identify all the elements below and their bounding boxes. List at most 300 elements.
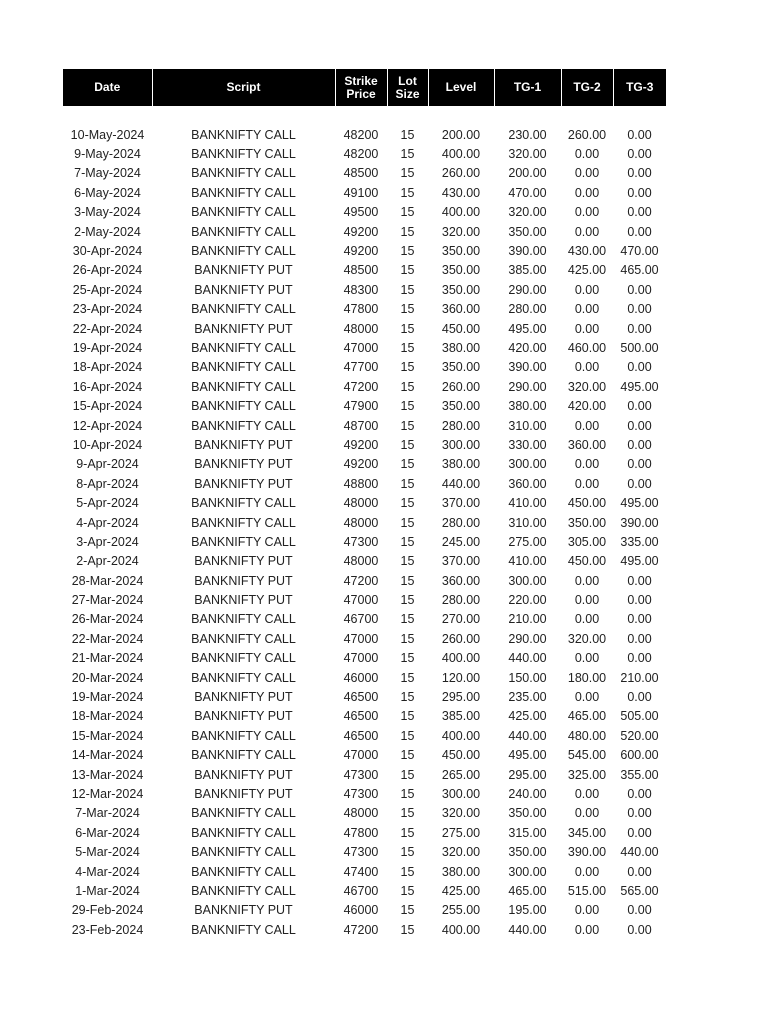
table-body [63,106,666,939]
tg2-cell: 350.00 [567,515,607,530]
lot-size-cell: 15 [400,360,415,375]
lot-size-cell: 15 [400,883,415,898]
strike-price-cell: 46700 [343,883,379,898]
date-cell: 3-May-2024 [74,205,141,220]
level-cell: 450.00 [441,321,481,336]
tg1-cell: 320.00 [508,147,547,162]
lot-size-cell: 15 [400,903,415,918]
header-lot-size-label: Lot Size [395,73,420,101]
table-row [63,241,666,260]
script-cell: BANKNIFTY PUT [194,554,293,569]
tg1-cell: 195.00 [508,903,547,918]
tg1-cell: 300.00 [508,573,547,588]
tg3-cell: 0.00 [627,185,652,200]
tg3-cell: 495.00 [620,379,659,394]
level-cell: 280.00 [441,418,481,433]
lot-size-cell: 15 [400,418,415,433]
level-cell: 400.00 [441,922,481,937]
date-cell: 2-May-2024 [74,224,141,239]
tg2-cell: 0.00 [574,302,600,317]
tg3-cell: 0.00 [627,612,652,627]
tg2-cell: 0.00 [574,476,600,491]
tg2-cell: 0.00 [574,922,600,937]
script-cell: BANKNIFTY CALL [191,631,296,646]
header-strike-price-label: Strike Price [344,73,378,101]
strike-price-cell: 47800 [343,825,379,840]
lot-size-cell: 15 [400,690,415,705]
table-header [63,69,666,106]
tg2-cell: 425.00 [567,263,607,278]
tg2-cell: 0.00 [574,185,600,200]
tg2-cell: 305.00 [567,534,607,549]
tg3-cell: 0.00 [627,690,652,705]
tg3-cell: 0.00 [627,903,652,918]
tg2-cell: 345.00 [567,825,607,840]
tg1-cell: 290.00 [508,631,547,646]
lot-size-cell: 15 [400,224,415,239]
tg3-cell: 390.00 [620,515,659,530]
table-row [63,765,666,784]
script-cell: BANKNIFTY PUT [194,786,293,801]
date-cell: 19-Apr-2024 [72,340,143,355]
level-cell: 370.00 [441,496,481,511]
tg2-cell: 180.00 [567,670,607,685]
tg1-cell: 425.00 [508,709,547,724]
tg3-cell: 0.00 [627,786,652,801]
level-cell: 370.00 [441,554,481,569]
strike-price-cell: 47000 [343,631,379,646]
script-cell: BANKNIFTY PUT [194,690,293,705]
script-cell: BANKNIFTY CALL [191,748,296,763]
date-cell: 18-Apr-2024 [72,360,143,375]
tg1-cell: 150.00 [508,670,547,685]
level-cell: 425.00 [441,883,481,898]
tg3-cell: 0.00 [627,922,652,937]
level-cell: 260.00 [441,166,481,181]
level-cell: 380.00 [441,864,481,879]
date-cell: 26-Apr-2024 [72,263,143,278]
level-cell: 120.00 [441,670,481,685]
tg2-cell: 390.00 [567,845,607,860]
table-row [63,668,666,687]
tg3-cell: 520.00 [620,728,659,743]
lot-size-cell: 15 [400,302,415,317]
lot-size-cell: 15 [400,670,415,685]
header-tg3: TG-3 [613,69,666,106]
tg1-cell: 320.00 [508,205,547,220]
level-cell: 200.00 [441,127,481,142]
date-cell: 10-May-2024 [70,127,145,142]
tg2-cell: 465.00 [567,709,607,724]
level-cell: 265.00 [441,767,481,782]
script-cell: BANKNIFTY CALL [191,379,296,394]
level-cell: 350.00 [441,282,481,297]
lot-size-cell: 15 [400,748,415,763]
tg1-cell: 410.00 [508,554,547,569]
level-cell: 320.00 [441,806,481,821]
date-cell: 6-Mar-2024 [75,825,140,840]
strike-price-cell: 49500 [343,205,379,220]
script-cell: BANKNIFTY PUT [194,263,293,278]
table-row [63,513,666,532]
tg2-cell: 325.00 [567,767,607,782]
level-cell: 270.00 [441,612,481,627]
table-row [63,590,666,609]
strike-price-cell: 48300 [343,282,379,297]
tg1-cell: 275.00 [508,534,547,549]
strike-price-cell: 47200 [343,379,379,394]
level-cell: 430.00 [441,185,481,200]
lot-size-cell: 15 [400,922,415,937]
strike-price-cell: 48000 [343,554,379,569]
strike-price-cell: 49100 [343,185,379,200]
strike-price-cell: 46700 [343,612,379,627]
tg2-cell: 0.00 [574,690,600,705]
date-cell: 15-Mar-2024 [71,728,144,743]
script-cell: BANKNIFTY CALL [191,612,296,627]
tg3-cell: 355.00 [620,767,659,782]
table-row [63,396,666,415]
script-cell: BANKNIFTY PUT [194,282,293,297]
tg2-cell: 0.00 [574,593,600,608]
strike-price-cell: 49200 [343,437,379,452]
tg1-cell: 495.00 [508,748,547,763]
lot-size-cell: 15 [400,709,415,724]
lot-size-cell: 15 [400,205,415,220]
level-cell: 275.00 [441,825,481,840]
level-cell: 360.00 [441,573,481,588]
tg2-cell: 320.00 [567,379,607,394]
tg3-cell: 0.00 [627,418,652,433]
level-cell: 300.00 [441,437,481,452]
table-row [63,823,666,842]
strike-price-cell: 48500 [343,263,379,278]
strike-price-cell: 49200 [343,224,379,239]
script-cell: BANKNIFTY CALL [191,651,296,666]
tg3-cell: 0.00 [627,205,652,220]
tg2-cell: 0.00 [574,418,600,433]
strike-price-cell: 47800 [343,302,379,317]
strike-price-cell: 47300 [343,786,379,801]
strike-price-cell: 47200 [343,573,379,588]
tg1-cell: 310.00 [508,515,547,530]
lot-size-cell: 15 [400,806,415,821]
script-cell: BANKNIFTY CALL [191,244,296,259]
tg2-cell: 0.00 [574,457,600,472]
tg2-cell: 450.00 [567,554,607,569]
table-row [63,746,666,765]
date-cell: 20-Mar-2024 [71,670,144,685]
lot-size-cell: 15 [400,593,415,608]
tg1-cell: 390.00 [508,244,547,259]
tg1-cell: 470.00 [508,185,547,200]
lot-size-cell: 15 [400,147,415,162]
table-row [63,842,666,861]
script-cell: BANKNIFTY CALL [191,806,296,821]
tg3-cell: 440.00 [620,845,659,860]
header-lot-size [387,69,428,106]
tg3-cell: 0.00 [627,302,652,317]
tg2-cell: 0.00 [574,903,600,918]
date-cell: 2-Apr-2024 [76,554,139,569]
date-cell: 5-Mar-2024 [75,845,140,860]
table-row [63,629,666,648]
tg3-cell: 0.00 [627,282,652,297]
lot-size-cell: 15 [400,185,415,200]
lot-size-cell: 15 [400,573,415,588]
header-date: Date [63,69,152,106]
script-cell: BANKNIFTY CALL [191,340,296,355]
tg3-cell: 495.00 [620,554,659,569]
table-row [63,222,666,241]
tg1-cell: 350.00 [508,845,547,860]
level-cell: 300.00 [441,786,481,801]
strike-price-cell: 46500 [343,690,379,705]
lot-size-cell: 15 [400,321,415,336]
lot-size-cell: 15 [400,612,415,627]
table-row [63,493,666,512]
tg2-cell: 0.00 [574,360,600,375]
table-row [63,474,666,493]
lot-size-cell: 15 [400,476,415,491]
level-cell: 350.00 [441,399,481,414]
strike-price-cell: 47000 [343,593,379,608]
header-tg2: TG-2 [561,69,613,106]
tg2-cell: 0.00 [574,806,600,821]
strike-price-cell: 46000 [343,903,379,918]
script-cell: BANKNIFTY CALL [191,728,296,743]
tg2-cell: 450.00 [567,496,607,511]
tg1-cell: 300.00 [508,864,547,879]
header-level: Level [428,69,494,106]
level-cell: 440.00 [441,476,481,491]
tg3-cell: 0.00 [627,437,652,452]
tg3-cell: 500.00 [620,340,659,355]
tg2-cell: 420.00 [567,399,607,414]
date-cell: 27-Mar-2024 [71,593,144,608]
script-cell: BANKNIFTY PUT [194,593,293,608]
lot-size-cell: 15 [400,437,415,452]
date-cell: 30-Apr-2024 [72,244,143,259]
level-cell: 295.00 [441,690,481,705]
tg1-cell: 440.00 [508,728,547,743]
level-cell: 385.00 [441,709,481,724]
table-row [63,649,666,668]
tg1-cell: 495.00 [508,321,547,336]
script-cell: BANKNIFTY PUT [194,476,293,491]
tg2-cell: 0.00 [574,573,600,588]
script-cell: BANKNIFTY CALL [191,670,296,685]
tg2-cell: 545.00 [567,748,607,763]
tg1-cell: 390.00 [508,360,547,375]
tg3-cell: 0.00 [627,864,652,879]
tg1-cell: 220.00 [508,593,547,608]
tg1-cell: 440.00 [508,922,547,937]
lot-size-cell: 15 [400,631,415,646]
script-cell: BANKNIFTY CALL [191,496,296,511]
level-cell: 400.00 [441,147,481,162]
date-cell: 5-Apr-2024 [76,496,139,511]
lot-size-cell: 15 [400,340,415,355]
level-cell: 260.00 [441,379,481,394]
date-cell: 15-Apr-2024 [72,399,143,414]
tg3-cell: 0.00 [627,147,652,162]
lot-size-cell: 15 [400,496,415,511]
date-cell: 28-Mar-2024 [71,573,144,588]
tg2-cell: 320.00 [567,631,607,646]
tg3-cell: 0.00 [627,631,652,646]
tg1-cell: 350.00 [508,224,547,239]
strike-price-cell: 47700 [343,360,379,375]
tg3-cell: 600.00 [620,748,659,763]
script-cell: BANKNIFTY CALL [191,166,296,181]
strike-price-cell: 46500 [343,709,379,724]
tg2-cell: 0.00 [574,651,600,666]
date-cell: 12-Mar-2024 [71,786,144,801]
date-cell: 19-Mar-2024 [71,690,144,705]
lot-size-cell: 15 [400,767,415,782]
level-cell: 400.00 [441,651,481,666]
tg3-cell: 0.00 [627,321,652,336]
date-cell: 4-Mar-2024 [75,864,140,879]
level-cell: 280.00 [441,593,481,608]
tg3-cell: 0.00 [627,806,652,821]
tg3-cell: 505.00 [620,709,659,724]
strike-price-cell: 47000 [343,340,379,355]
date-cell: 29-Feb-2024 [71,903,144,918]
tg3-cell: 210.00 [620,670,659,685]
tg2-cell: 480.00 [567,728,607,743]
strike-price-cell: 47000 [343,651,379,666]
script-cell: BANKNIFTY PUT [194,709,293,724]
strike-price-cell: 47200 [343,922,379,937]
level-cell: 280.00 [441,515,481,530]
script-cell: BANKNIFTY PUT [194,437,293,452]
tg3-cell: 0.00 [627,127,652,142]
level-cell: 360.00 [441,302,481,317]
table-row [63,338,666,357]
tg3-cell: 0.00 [627,825,652,840]
tg2-cell: 515.00 [567,883,607,898]
header-row [63,69,666,106]
script-cell: BANKNIFTY PUT [194,321,293,336]
lot-size-cell: 15 [400,379,415,394]
tg1-cell: 280.00 [508,302,547,317]
tg3-cell: 0.00 [627,224,652,239]
tg1-cell: 360.00 [508,476,547,491]
date-cell: 12-Apr-2024 [72,418,143,433]
lot-size-cell: 15 [400,399,415,414]
table-row [63,901,666,920]
table-row [63,183,666,202]
date-cell: 3-Apr-2024 [76,534,139,549]
lot-size-cell: 15 [400,786,415,801]
trade-table [63,69,666,939]
strike-price-cell: 47400 [343,864,379,879]
tg3-cell: 465.00 [620,263,659,278]
strike-price-cell: 48000 [343,515,379,530]
script-cell: BANKNIFTY CALL [191,127,296,142]
tg2-cell: 0.00 [574,166,600,181]
tg1-cell: 330.00 [508,437,547,452]
script-cell: BANKNIFTY CALL [191,147,296,162]
script-cell: BANKNIFTY CALL [191,399,296,414]
tg1-cell: 210.00 [508,612,547,627]
table-row [63,610,666,629]
script-cell: BANKNIFTY CALL [191,825,296,840]
strike-price-cell: 48000 [343,321,379,336]
level-cell: 450.00 [441,748,481,763]
table-row [63,707,666,726]
table-row [63,532,666,551]
tg2-cell: 460.00 [567,340,607,355]
lot-size-cell: 15 [400,244,415,259]
lot-size-cell: 15 [400,845,415,860]
lot-size-cell: 15 [400,127,415,142]
tg3-cell: 0.00 [627,399,652,414]
table-row [63,571,666,590]
lot-size-cell: 15 [400,651,415,666]
date-cell: 9-May-2024 [74,147,141,162]
table-row [63,862,666,881]
tg1-cell: 240.00 [508,786,547,801]
script-cell: BANKNIFTY CALL [191,515,296,530]
table-row [63,164,666,183]
tg3-cell: 0.00 [627,573,652,588]
strike-price-cell: 48000 [343,496,379,511]
level-cell: 320.00 [441,845,481,860]
lot-size-cell: 15 [400,554,415,569]
level-cell: 320.00 [441,224,481,239]
script-cell: BANKNIFTY CALL [191,360,296,375]
date-cell: 22-Mar-2024 [71,631,144,646]
date-cell: 1-Mar-2024 [75,883,140,898]
date-cell: 7-May-2024 [74,166,141,181]
table-row [63,261,666,280]
strike-price-cell: 48200 [343,147,379,162]
script-cell: BANKNIFTY CALL [191,185,296,200]
level-cell: 400.00 [441,728,481,743]
date-cell: 4-Apr-2024 [76,515,139,530]
tg2-cell: 0.00 [574,864,600,879]
lot-size-cell: 15 [400,457,415,472]
strike-price-cell: 47900 [343,399,379,414]
tg2-cell: 260.00 [567,127,607,142]
tg1-cell: 410.00 [508,496,547,511]
tg3-cell: 0.00 [627,651,652,666]
date-cell: 23-Feb-2024 [71,922,144,937]
tg1-cell: 295.00 [508,767,547,782]
header-script: Script [152,69,335,106]
lot-size-cell: 15 [400,728,415,743]
level-cell: 255.00 [441,903,481,918]
table-row [63,416,666,435]
tg1-cell: 385.00 [508,263,547,278]
script-cell: BANKNIFTY PUT [194,573,293,588]
script-cell: BANKNIFTY CALL [191,883,296,898]
table-row [63,125,666,144]
lot-size-cell: 15 [400,864,415,879]
date-cell: 26-Mar-2024 [71,612,144,627]
strike-price-cell: 48200 [343,127,379,142]
table-row [63,881,666,900]
date-cell: 18-Mar-2024 [71,709,144,724]
tg3-cell: 0.00 [627,166,652,181]
script-cell: BANKNIFTY CALL [191,302,296,317]
script-cell: BANKNIFTY CALL [191,205,296,220]
tg3-cell: 495.00 [620,496,659,511]
header-strike-price [335,69,387,106]
